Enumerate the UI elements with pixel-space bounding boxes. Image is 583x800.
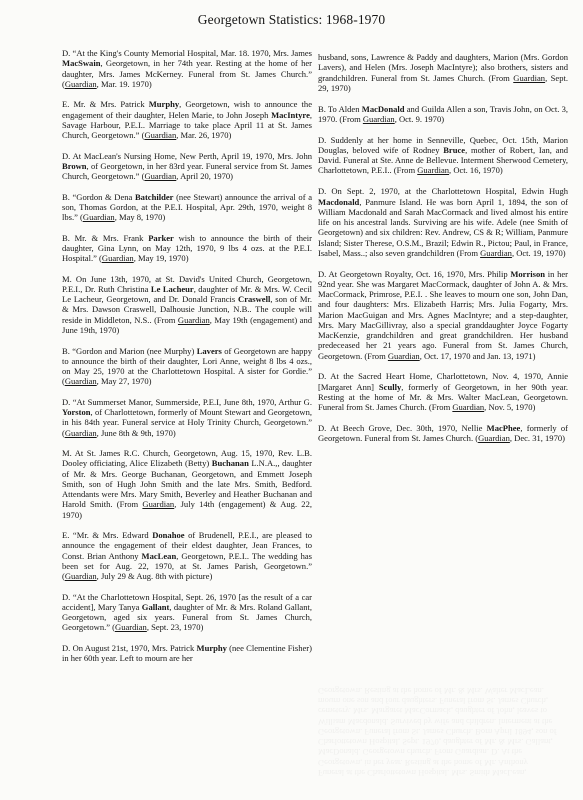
entry-text: , Oct. 17, 1970 and Jan. 13, 1971) xyxy=(419,350,536,361)
record-entry xyxy=(62,151,312,182)
right-column xyxy=(318,52,568,454)
source-citation: Guardian xyxy=(64,376,97,387)
entry-text: wish to announce the birth of their daughter, Gina Lynn, on May 12th, 1970, 9 lbs 4 ozs. at the P.E.I. Hospital.” ( xyxy=(62,232,312,264)
record-entry xyxy=(62,448,312,520)
entry-text: , son of Mr. & Mrs. Dawson Craswell, Dalhousie Junction, N.B.. The couple will reside in Middleton, N.S.. (From xyxy=(62,294,312,325)
surname: Parker xyxy=(148,232,174,243)
surname: Donahoe xyxy=(152,530,185,541)
entry-text: D. Suddenly at her home in Senneville, Quebec, Oct. 15th, Marion Douglas, beloved wife of Rodney xyxy=(318,134,568,155)
show-through-text: Funeral at the Charlottetown Hospital. Mrs. Smith MacLean, Georgetown, in her year. Resting at the home of Mr. Anthony MacDonald. Georgetown church. From Guardian. D. At the Charlottetown Hospital, Sept. 1970, daughter of Mr. & Mrs. Gallant, Georgetown. Funeral from St. James Church. Born April 1894, son of William Macdonald. Survived by wife and children. Interment at the cemetery. Mrs. Margaret MacCormack, daughter of John, leaves to mourn one son and four daughters. Funeral from St. James Church, Georgetown. Resting at the home of Mr. & Mrs. Walter MacLean. xyxy=(318,686,557,778)
surname: MacLean xyxy=(141,550,177,561)
source-citation: Guardian xyxy=(101,253,134,264)
entry-text: D. On August 21st, 1970, Mrs. Patrick xyxy=(62,643,197,654)
entry-text: , Oct. 9. 1970) xyxy=(394,113,445,124)
entry-text: , Oct. 19, 1970) xyxy=(511,247,566,258)
record-entry xyxy=(318,135,568,176)
surname: Brown xyxy=(62,160,87,171)
entry-text: B. “Gordon and Marion (nee Murphy) xyxy=(62,345,197,356)
source-citation: Guardian xyxy=(362,113,395,124)
surname: Morrison xyxy=(510,268,545,279)
entry-text: , Georgetown, in her 74th year. Resting at the home of her daughter, Mrs. James McKerney. Funeral from St. James Church.” ( xyxy=(62,58,312,89)
entry-text: (nee Stewart) announce the arrival of a son, Thomas Gordon, at the P.E.I. Hospital, Apr. 29th, 1970, weight 8 lbs.” ( xyxy=(62,191,312,223)
entry-text: D. At the Sacred Heart Home, Charlottetown, Nov. 4, 1970, Annie [Margaret Ann] xyxy=(318,371,568,392)
entry-text: , May 19, 1970) xyxy=(133,253,189,264)
entry-text: , Georgetown, wish to announce the engagement of their daughter, Helen Marie, to John Joseph xyxy=(62,99,312,120)
surname: Murphy xyxy=(148,99,180,110)
surname: Scully xyxy=(378,381,402,392)
entry-text: , formerly of Georgetown, in her 90th year. Resting at the home of Mr. & Mrs. Walter MacLean, Georgetown. Funeral from St. James Church. (From xyxy=(318,381,568,413)
surname: Yorston xyxy=(62,407,91,418)
entry-text: M. At St. James R.C. Church, Georgetown, Aug. 15, 1970, Rev. L.B. Dooley officiating, Alice Elizabeth (Betty) xyxy=(62,448,312,469)
source-citation: Guardian xyxy=(64,571,97,582)
source-citation: Guardian xyxy=(115,622,147,633)
entry-text: , daughter of Mr. & Mrs. W. Cecil Le Lacheur, Georgetown, and Dr. Donald Francis xyxy=(62,283,312,305)
entry-text: D. On Sept. 2, 1970, at the Charlottetown Hospital, Edwin Hugh xyxy=(318,186,568,197)
source-citation: Guardian xyxy=(144,130,177,141)
entry-text: , of Charlottetown, formerly of Mount Stewart and Georgetown, in his 84th year. Funeral service at Holy Trinity Church, Georgetown.” ( xyxy=(62,407,312,438)
source-citation: Guardian xyxy=(387,350,420,361)
entry-text: B. “Gordon & Dena xyxy=(62,191,135,202)
record-entry xyxy=(318,423,568,444)
entry-text: , formerly of Georgetown. Funeral from St. James Church. ( xyxy=(318,423,568,444)
entry-text: D. “At the Charlottetown Hospital, Sept. 26, 1970 [as the result of a car accident], Mary Tanya xyxy=(62,591,312,612)
entry-text: E. “Mr. & Mrs. Edward xyxy=(62,530,153,541)
record-entry xyxy=(62,192,312,223)
source-citation: Guardian xyxy=(64,78,97,89)
left-column xyxy=(62,48,312,674)
entry-text: , July 14th (engagement) & Aug. 22, 1970) xyxy=(62,499,312,520)
entry-text: E. Mr. & Mrs. Patrick xyxy=(62,99,149,110)
entry-text: , Sept. 29, 1970) xyxy=(318,72,568,93)
surname: MacIntyre xyxy=(271,109,310,120)
surname: Macdonald xyxy=(318,196,360,207)
surname: Bruce xyxy=(443,144,466,155)
entry-text: , mother of Robert, Ian, and David. Funeral at Ste. Anne de Bellevue. Interment Sherwood Cemetery, Charlottetown, P.E.I.. (From xyxy=(318,144,568,176)
entry-text: D. At MacLean's Nursing Home, New Perth, April 19, 1970, Mrs. John xyxy=(62,150,312,161)
entry-text: of Georgetown are happy to announce the birth of their daughter, Lori Anne, weight 8 lbs 4 ozs., on May 25, 1970 at the Charlottetown Hospital. A sister for Gordie.” ( xyxy=(62,345,312,387)
entry-text: B. Mr. & Mrs. Frank xyxy=(62,232,149,243)
surname: Batchilder xyxy=(134,191,174,202)
entry-text: , June 8th & 9th, 1970) xyxy=(96,427,176,438)
entry-text: (nee Clementine Fisher) in her 60th year. Left to mourn are her xyxy=(62,643,312,664)
entry-text: , May 27, 1970) xyxy=(96,376,152,387)
record-entry xyxy=(318,371,568,412)
entry-text: B. To Alden xyxy=(318,103,362,114)
record-entry xyxy=(62,99,312,140)
record-entry xyxy=(62,274,312,336)
surname: Le Lacheur xyxy=(150,283,194,294)
entry-text: , April 20, 1970) xyxy=(176,171,234,182)
record-entry xyxy=(318,52,568,93)
surname: MacDonald xyxy=(361,103,405,114)
surname: Buchanan xyxy=(211,458,249,469)
entry-text: M. On June 13th, 1970, at St. David's United Church, Georgetown, P.E.I., Dr. Ruth Christina xyxy=(62,273,312,294)
source-citation: Guardian xyxy=(144,171,177,182)
entry-text: of Brudenell, P.E.I., are pleased to announce the engagement of their eldest daughter, Jean Frances, to Const. Brian Anthony xyxy=(62,530,312,561)
source-citation: Guardian xyxy=(513,72,546,83)
surname: Craswell xyxy=(238,294,271,305)
surname: Murphy xyxy=(196,643,227,654)
source-citation: Guardian xyxy=(417,165,450,176)
entry-text: , Mar. 19. 1970) xyxy=(96,78,152,89)
entry-text: , Nov. 5, 1970) xyxy=(484,402,536,413)
source-citation: Guardian xyxy=(452,402,485,413)
entry-text: , Mar. 26, 1970) xyxy=(176,130,232,141)
source-citation: Guardian xyxy=(82,212,115,223)
source-citation: Guardian xyxy=(478,433,510,444)
record-entry xyxy=(62,346,312,387)
record-entry xyxy=(62,643,312,664)
record-entry xyxy=(318,186,568,258)
entry-text: , daughter of Mr. & Mrs. Roland Gallant, Georgetown, aged six years. Funeral from St. James Church, Georgetown.” ( xyxy=(62,601,313,633)
page-title: Georgetown Statistics: 1968-1970 xyxy=(197,12,386,27)
record-entry xyxy=(318,104,568,125)
entry-text: D. “At the King's County Memorial Hospital, Mar. 18. 1970, Mrs. James xyxy=(62,48,312,58)
record-entry xyxy=(62,233,312,264)
entry-text: , Panmure Island. He was born April 1, 1894, the son of William Macdonald and Sarah MacCormack and lived almost his entire life on his ancestral lands. Surviving are his wife. Adele (nee Smith of Georgetown) and six children: Rev. Andrew, CS & R; William, Panmure Island; Sister Therese, O.S.M., Brazil; Edwin R., Pictou; Paul, in France, Isabel, Mass..; also seven grandchildren (From xyxy=(318,196,568,258)
source-citation: Guardian xyxy=(64,427,97,438)
entry-text: in her 92nd year. She was Margaret MacCormack, daughter of John A. & Mrs. MacCormack, Primrose, P.E.I. . She leaves to mourn one son, John Dan, and four daughters: Mrs. Elizabeth Harris; Mrs. Julia Fogarty, Mrs. Marion MacGuigan and Mrs. Agnes MacIntyre; and a step-daughter, Mrs. Mary MacGillivray, also a special granddaughter Joyce Fogarty MacKenzie, grandchildren and great grandchildren. Her husband predeceased her 21 years ago. Funeral from St. James Church, Georgetown. (From xyxy=(318,268,569,361)
entry-text: , Georgetown, P.E.I.. The wedding has been set for Aug. 22, 1970, at St. James Parish, Georgetown.” ( xyxy=(62,550,312,582)
surname: MacPhee xyxy=(486,423,521,434)
entry-text: , Oct. 16, 1970) xyxy=(449,165,503,176)
record-entry xyxy=(62,397,312,438)
entry-text: , Dec. 31, 1970) xyxy=(509,433,565,444)
entry-text: , Savage Harbour, P.E.I.. Marriage to take place April 11 at St. James Church, Georgetown.” ( xyxy=(62,109,312,141)
entry-text: , of Georgetown, in her 83rd year. Funeral service from St. James Church, Georgetown.” ( xyxy=(62,160,312,182)
surname: Lavers xyxy=(196,345,222,356)
record-entry xyxy=(62,48,312,89)
entry-text: , May 19th (engagement) and June 19th, 1970) xyxy=(62,314,312,335)
record-entry xyxy=(318,269,568,361)
entry-text: L.N.A.,, daughter of Mr. & Mrs. George Buchanan, Georgetown, and Emmett Joseph Smith, son of Hugh John Smith and the late Mrs. Smith, Bedford. Attendants were Mrs. Mary Smith, Beverley and Heather Buchanan and Harold Smith. (From xyxy=(62,458,312,510)
entry-text: , May 8, 1970) xyxy=(114,212,166,223)
record-entry xyxy=(62,592,312,633)
source-citation: Guardian xyxy=(142,499,175,510)
entry-text: , July 29 & Aug. 8th with picture) xyxy=(96,571,213,582)
source-citation: Guardian xyxy=(177,314,210,325)
entry-text: D. “At Summerset Manor, Summerside, P.E.I, June 8th, 1970, Arthur G. xyxy=(62,396,312,407)
entry-text: D. At Beech Grove, Dec. 30th, 1970, Nellie xyxy=(318,423,487,434)
entry-text: and Guilda Allen a son, Travis John, on Oct. 3, 1970. (From xyxy=(318,103,569,124)
entry-text: husband, sons, Lawrence & Paddy and daughters, Marion (Mrs. Gordon Lavers), and Helen (Mrs. Joseph MacIntyre); also brothers, sisters and grandchildren. Funeral from St. James Church. (From xyxy=(318,52,568,83)
entry-text: , Sept. 23, 1970) xyxy=(146,622,204,633)
record-entry xyxy=(62,530,312,581)
surname: Gallant xyxy=(141,601,170,612)
entry-text: D. At Georgetown Royalty, Oct. 16, 1970, Mrs. Philip xyxy=(318,268,511,279)
surname: MacSwain xyxy=(62,58,101,69)
source-citation: Guardian xyxy=(480,247,512,258)
